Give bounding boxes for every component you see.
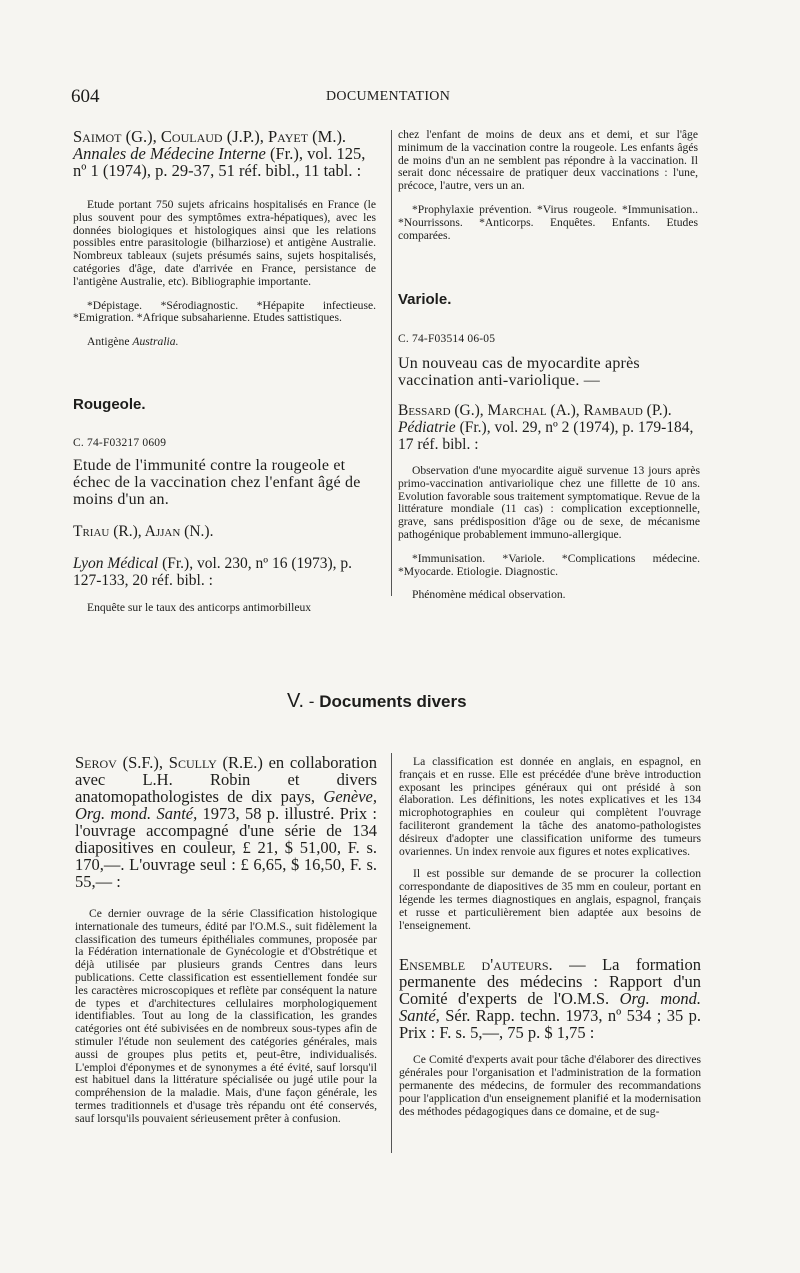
column-divider — [391, 130, 392, 596]
section-heading-variole: Variole. — [398, 291, 452, 308]
page-number: 604 — [71, 86, 100, 107]
top-right-column — [398, 129, 698, 242]
abstract-text: Ce Comité d'experts avait pour tâche d'élaborer des directives générales pour l'organisation et l'administration de la formation permanente des médecins, de formuler des recommandations pour l'application d'un enseignement planifié et la modernisation des méthodes pédagogiques dans ce domaine, et de sug- — [399, 1053, 701, 1118]
part-heading — [287, 690, 467, 713]
part-number: V. — [287, 690, 305, 712]
top-left-column — [73, 128, 376, 349]
reference-triau — [73, 457, 376, 615]
abstract-text: Enquête sur le taux des anticorps antimorbilleux — [87, 601, 312, 614]
reference-serov: Serov (S.F.), Scully (R.E.) en collaboration avec L.H. Robin et divers anatomopathologistes de dix pays, Genève, Org. mond. Santé, 1973, 58 p. illustré. Prix : l'ouvrage accompagné d'une série de 134 diapositives en couleur, £ 21, $ 51,00, F. s. 170,—. L'ouvrage seul : £ 6,65, $ 16,50, F. s. 55,— : — [75, 753, 378, 891]
part-dash: - — [308, 692, 315, 711]
keywords: *Immunisation. *Variole. *Complications médecine. *Myocarde. Etiologie. Diagnostic. — [398, 551, 700, 578]
reference-code: C. 74-F03514 06-05 — [398, 333, 496, 345]
reference-citation: Bessard (G.), Marchal (A.), Rambaud (P.). Pédiatrie (Fr.), vol. 29, nº 2 (1974), p. 179-184, 17 réf. bibl. : — [398, 402, 694, 453]
section-heading-rougeole: Rougeole. — [73, 396, 146, 413]
extra-keyword: Phénomène médical observation. — [412, 588, 566, 602]
column-divider — [391, 753, 392, 1153]
abstract-text: Observation d'une myocardite aiguë survenue 13 jours après primo-vaccination antivariolique chez une fillette de 10 ans. Evolution favorable sous traitement symptomatique. Revue de la littérature mondiale (11 cas) : complication exceptionnelle, grave, sans prédisposition d'âge ou de sexe, de mécanisme pathogénique probablement immuno-allergique. — [398, 464, 700, 541]
abstract-text: Ce dernier ouvrage de la série Classification histologique internationale des tumeurs, édité par l'O.M.S., suit fidèlement la classification des tumeurs épithéliales communes, proposée par la Fédération internationale de Gynécologie et d'Obstrétique et déjà utilisée par plusieurs grands Centres dans leurs publications. Cette classification est essentiellement fondée sur les caractères microscopiques et reflète par conséquent la nature de types et d'architectures cellulaires morphologiquement identifiables. Tout au long de la classification, les grandes catégories ont été subivisées en de nombreux sous-types afin de stimuler l'étude non seulement des catégories générales, mais aussi de groupes plus petits et, peut-être, individualisés. L'emploi d'éponymes et de synonymes a été évité, sauf lorsqu'il est habituel dans la littérature spécialisée ou jugé utile pour la compréhension de la maladie. Mais, d'une façon générale, les termes traditionnels et d'usage très répandu ont été conservés, sauf lorsqu'ils pouvaient sérieusement prêter à confusion. — [75, 907, 377, 1125]
reference-authors: Triau (R.), Ajjan (N.). — [73, 523, 214, 540]
running-title: DOCUMENTATION — [326, 89, 451, 104]
keywords: *Prophylaxie prévention. *Virus rougeole. *Immunisation.. *Nourrissons. *Anticorps. Enquêtes. Enfants. Etudes comparées. — [398, 202, 698, 242]
reference-ensemble: Ensemble d'auteurs. — La formation permanente des médecins : Rapport d'un Comité d'experts de l'O.M.S. Org. mond. Santé, Sér. Rapp. techn. 1973, nº 534 ; 35 p. Prix : F. s. 5,—, 75 p. $ 1,75 : — [399, 955, 702, 1043]
keywords: *Dépistage. *Sérodiagnostic. *Hépapite infectieuse. *Emigration. *Afrique subsaharienne. Etudes sattistiques. — [73, 298, 376, 325]
bottom-right-column — [399, 756, 701, 1118]
reference-journal: Annales de Médecine Interne — [73, 144, 266, 163]
abstract-text: Etude portant 750 sujets africains hospitalisés en France (le plus souvent pour des symptômes extra-hépatiques), avec les données biologiques et histologiques ainsi que les relations possibles entre parasitologie (bilharziose) et antigène Australie. Nombreux tableaux (sujets présumés sains, sujets hospitalisés, catégories d'âge, date d'arrivée en France, persistance de l'antigène Australie, etc). Bibliographie importante. — [73, 198, 376, 288]
article-title: Etude de l'immunité contre la rougeole et échec de la vaccination chez l'enfant âgé de moins d'un an. — [73, 457, 361, 508]
reference-bessard — [398, 355, 700, 602]
bottom-left-column — [75, 754, 377, 1126]
reference-saimot — [73, 128, 376, 179]
extra-keyword: Antigène Australia. — [87, 335, 179, 349]
abstract-continued: chez l'enfant de moins de deux ans et demi, et sur l'âge minimum de la vaccination contre la rougeole. Les enfants âgés de moins d'un an ne semblent pas répondre à la vaccination. Il serait donc nécessaire de pratiquer deux vaccinations : l'une, précoce, l'autre, vers un an. — [398, 128, 698, 193]
paragraph: La classification est donnée en anglais, en espagnol, en français et en russe. Elle est précédée d'une brève introduction exposant les principes généraux qui ont présidé à son élaboration. Les définitions, les notes explicatives et les 134 microphotographies en couleur qui complètent l'ouvrage faciliteront grandement la tâche des anatomo-pathologistes désireux d'adopter une classification uniforme des tumeurs ovariennes. Un index renvoie aux figures et notes explicatives. — [399, 755, 701, 858]
reference-authors: Saimot (G.), Coulaud (J.P.), Payet (M.). — [73, 127, 347, 146]
article-title: Un nouveau cas de myocardite après vaccination anti-variolique. — — [398, 355, 640, 389]
reference-details: (Fr.), vol. 125, nº 1 (1974), p. 29-37, 51 réf. bibl., 11 tabl. : — [73, 144, 366, 180]
reference-details: Lyon Médical (Fr.), vol. 230, nº 16 (1973), p. 127-133, 20 réf. bibl. : — [73, 555, 353, 589]
paragraph: Il est possible sur demande de se procurer la collection correspondante de diapositives de 35 mm en couleur, portant en légende les termes diagnostiques en anglais, espagnol, français et russe et particulièrement bien adaptée aux besoins de l'enseignement. — [399, 867, 701, 932]
reference-code: C. 74-F03217 0609 — [73, 437, 167, 449]
part-title: Documents divers — [319, 692, 467, 711]
